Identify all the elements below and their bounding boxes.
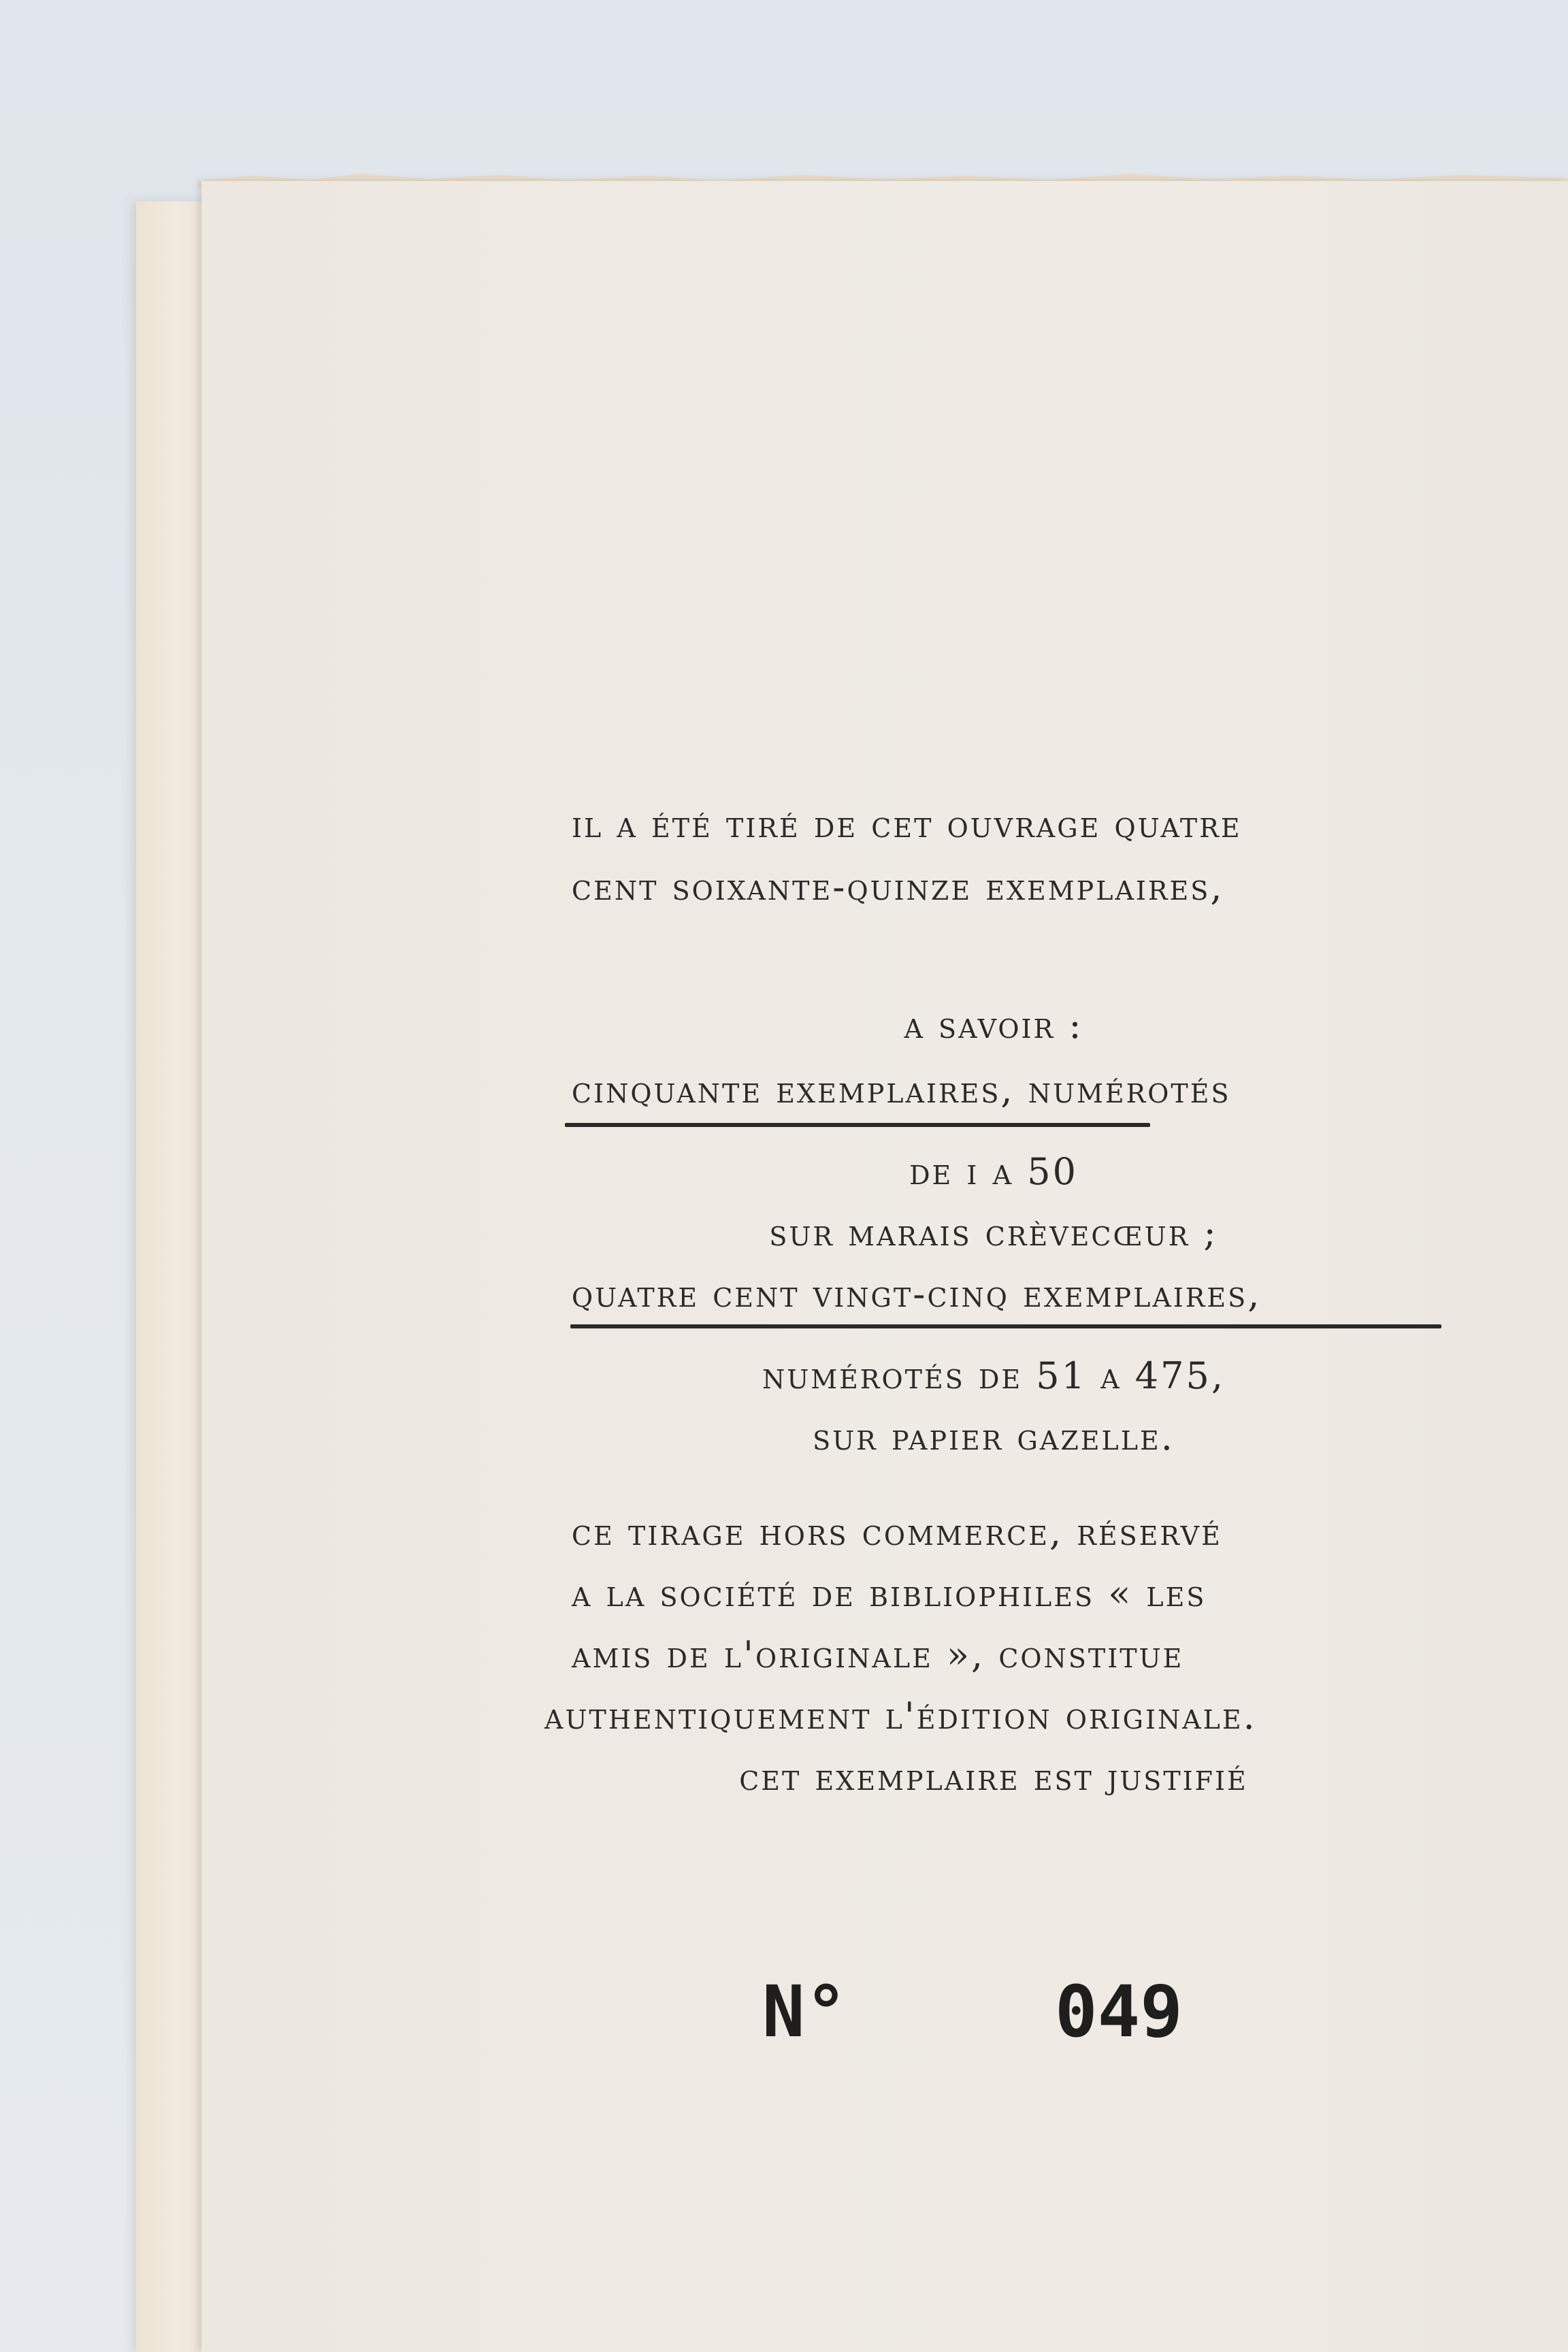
justification-line-11: a la société de bibliophiles « les xyxy=(572,1572,1207,1615)
copy-number xyxy=(762,1970,1198,2052)
justification-line-1: il a été tiré de cet ouvrage quatre xyxy=(572,803,1242,846)
underline-rule-2 xyxy=(570,1324,1441,1328)
justification-line-9: sur papier gazelle. xyxy=(813,1416,1175,1458)
underline-rule-1 xyxy=(565,1123,1150,1127)
justification-line-14: cet exemplaire est justifié xyxy=(739,1756,1248,1799)
justification-line-4: cinquante exemplaires, numérotés xyxy=(572,1068,1231,1111)
justification-line-6: sur marais crèvecœur ; xyxy=(769,1211,1218,1254)
justification-line-2: cent soixante-quinze exemplaires, xyxy=(572,866,1224,909)
justification-line-7: quatre cent vingt-cinq exemplaires, xyxy=(572,1273,1262,1316)
justification-line-3: a savoir : xyxy=(904,1004,1083,1047)
justification-line-10: ce tirage hors commerce, réservé xyxy=(572,1511,1222,1554)
justification-line-5: de i a 50 xyxy=(909,1150,1078,1193)
justification-line-12: amis de l'originale », constitue xyxy=(572,1633,1184,1676)
back-sheet-edge xyxy=(136,201,204,2352)
copy-number-value: 049 xyxy=(1055,1970,1183,2053)
justification-line-8: numérotés de 51 a 475, xyxy=(762,1354,1226,1397)
justification-line-13: authentiquement l'édition originale. xyxy=(544,1695,1257,1737)
copy-number-label: N° xyxy=(762,1970,848,2053)
